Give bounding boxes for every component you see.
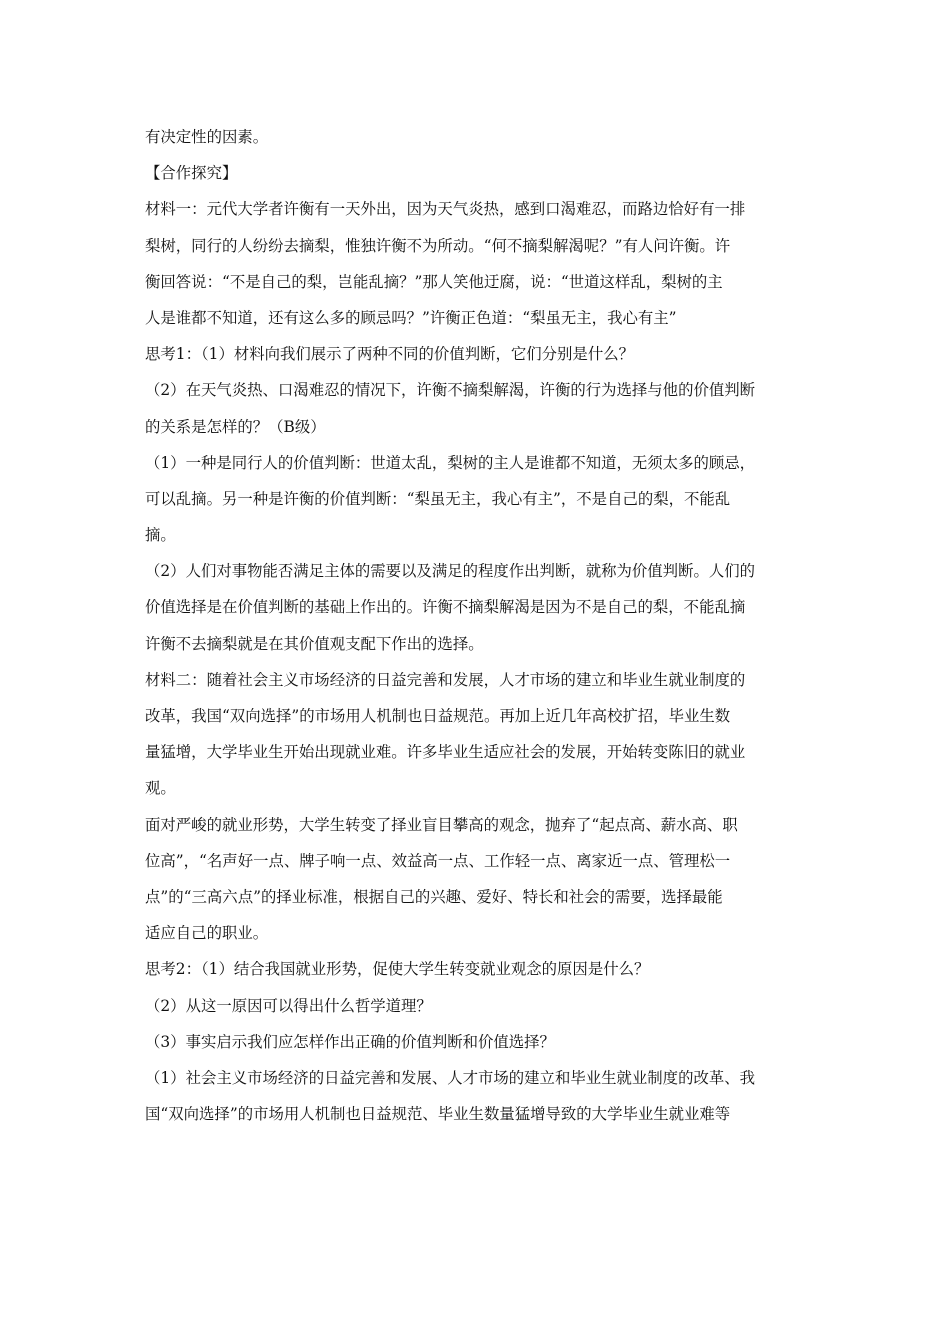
- text-line: 改革，我国“双向选择”的市场用人机制也日益规范。再加上近几年高校扩招，毕业生数: [145, 707, 731, 725]
- question-line: 的关系是怎样的？（B级）: [145, 417, 326, 436]
- answer-line: （1）一种是同行人的价值判断：世道太乱，梨树的主人是谁都不知道，无须太多的顾忌，: [145, 453, 756, 472]
- answer-line: （2）人们对事物能否满足主体的需要以及满足的程度作出判断，就称为价值判断。人们的: [145, 562, 756, 581]
- text-line: 位高”，“名声好一点、牌子响一点、效益高一点、工作轻一点、离家近一点、管理松一: [145, 851, 731, 870]
- text-line: 点”的“三高六点”的择业标准，根据自己的兴趣、爱好、特长和社会的需要，选择最能: [145, 887, 723, 906]
- text-line: 观。: [145, 779, 176, 798]
- text-line: 材料一：元代大学者许衡有一天外出，因为天气炎热，感到口渴难忍，而路边恰好有一排: [145, 200, 746, 219]
- text-line: 面对严峻的就业形势，大学生转变了择业盲目攀高的观念，抛弃了“起点高、薪水高、职: [145, 815, 738, 834]
- question-line: 思考1：（1）材料向我们展示了两种不同的价值判断，它们分别是什么？: [145, 345, 634, 364]
- text-line: 量猛增，大学毕业生开始出现就业难。许多毕业生适应社会的发展，开始转变陈旧的就业: [145, 743, 746, 762]
- question-line: 思考2：（1）结合我国就业形势，促使大学生转变就业观念的原因是什么？: [145, 960, 650, 979]
- text-line: 人是谁都不知道，还有这么多的顾忌吗？”许衡正色道：“梨虽无主，我心有主”: [145, 308, 677, 327]
- text-line: 有决定性的因素。: [145, 128, 269, 146]
- text-line: 梨树，同行的人纷纷去摘梨，惟独许衡不为所动。“何不摘梨解渴呢？”有人问许衡。许: [145, 236, 731, 255]
- question-line: （2）在天气炎热、口渴难忍的情况下，许衡不摘梨解渴，许衡的行为选择与他的价值判断: [145, 381, 756, 400]
- answer-line: （1）社会主义市场经济的日益完善和发展、人才市场的建立和毕业生就业制度的改革、我: [145, 1068, 756, 1087]
- section-heading: 【合作探究】: [145, 164, 238, 183]
- text-line: 适应自己的职业。: [145, 924, 269, 943]
- answer-line: 国“双向选择”的市场用人机制也日益规范、毕业生数量猛增导致的大学毕业生就业难等: [145, 1105, 731, 1124]
- document-body: [145, 119, 815, 1132]
- question-line: （2）从这一原因可以得出什么哲学道理？: [145, 996, 432, 1015]
- question-line: （3）事实启示我们应怎样作出正确的价值判断和价值选择？: [145, 1032, 555, 1051]
- answer-line: 许衡不去摘梨就是在其价值观支配下作出的选择。: [145, 634, 484, 653]
- answer-line: 可以乱摘。另一种是许衡的价值判断：“梨虽无主，我心有主”，不是自己的梨，不能乱: [145, 489, 731, 508]
- text-line: 材料二：随着社会主义市场经济的日益完善和发展，人才市场的建立和毕业生就业制度的: [145, 670, 746, 689]
- text-line: 衡回答说：“不是自己的梨，岂能乱摘？”那人笑他迂腐，说：“世道这样乱，梨树的主: [145, 272, 723, 291]
- answer-line: 价值选择是在价值判断的基础上作出的。许衡不摘梨解渴是因为不是自己的梨，不能乱摘: [145, 598, 746, 617]
- answer-line: 摘。: [145, 526, 176, 545]
